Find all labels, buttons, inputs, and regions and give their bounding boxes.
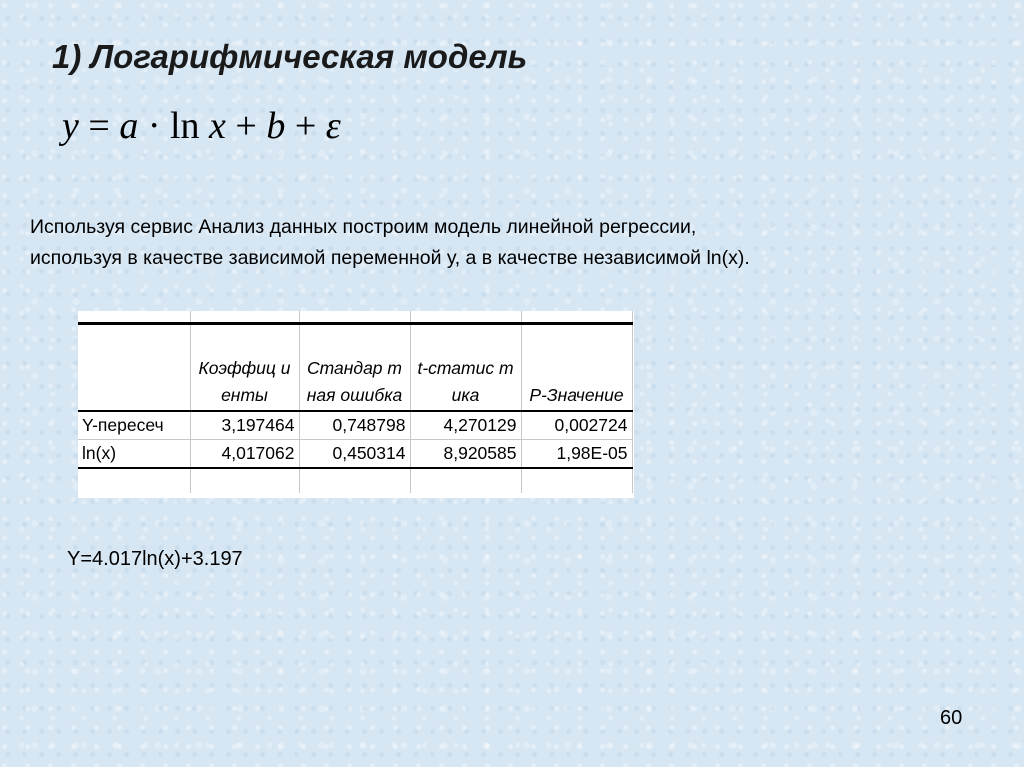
- table-cell: 3,197464: [190, 411, 299, 440]
- formula-epsilon: ε: [325, 105, 341, 147]
- table-cell: 4,017062: [190, 440, 299, 469]
- formula-equals: =: [78, 105, 120, 147]
- result-equation: Y=4.017ln(x)+3.197: [67, 548, 243, 570]
- row-label: Y-пересеч: [78, 411, 190, 440]
- description-line-2: используя в качестве зависимой переменной у, а в качестве независимой ln(x).: [30, 247, 750, 269]
- model-formula: [62, 104, 341, 148]
- table-header-row: [78, 324, 632, 412]
- table-cell: 8,920585: [410, 440, 521, 469]
- slide-title: 1) Логарифмическая модель: [52, 38, 528, 75]
- header-cell-p-value: P-Значение: [521, 324, 632, 412]
- header-cell-t-stat: t-статис тика: [410, 324, 521, 412]
- formula-ln: ln: [169, 105, 200, 147]
- table-cell: 0,450314: [299, 440, 410, 469]
- description-line-1: Используя сервис Анализ данных построим модель линейной регрессии,: [30, 216, 697, 238]
- description: [30, 212, 1010, 274]
- header-cell-empty: [78, 324, 190, 412]
- table-spacer-row: [78, 311, 632, 324]
- header-cell-std-error: Стандар тная ошибка: [299, 324, 410, 412]
- formula-y: y: [62, 105, 79, 147]
- formula-plus-1: +: [225, 105, 267, 147]
- table-empty-row: [78, 468, 632, 493]
- formula-a: a: [119, 105, 139, 147]
- table-cell: 0,748798: [299, 411, 410, 440]
- formula-plus-2: +: [285, 105, 326, 147]
- formula-b: b: [266, 105, 286, 147]
- page-number: 60: [940, 707, 963, 729]
- formula-x: x: [199, 105, 226, 147]
- table-cell: 0,002724: [521, 411, 632, 440]
- regression-table-panel: [78, 311, 634, 498]
- table-cell: 1,98E-05: [521, 440, 632, 469]
- table-cell: 4,270129: [410, 411, 521, 440]
- formula-dot: ·: [138, 105, 170, 147]
- row-label: ln(x): [78, 440, 190, 469]
- header-cell-coefficients: Коэффиц иенты: [190, 324, 299, 412]
- regression-table: [78, 311, 633, 493]
- table-row: [78, 411, 632, 440]
- table-row: [78, 440, 632, 469]
